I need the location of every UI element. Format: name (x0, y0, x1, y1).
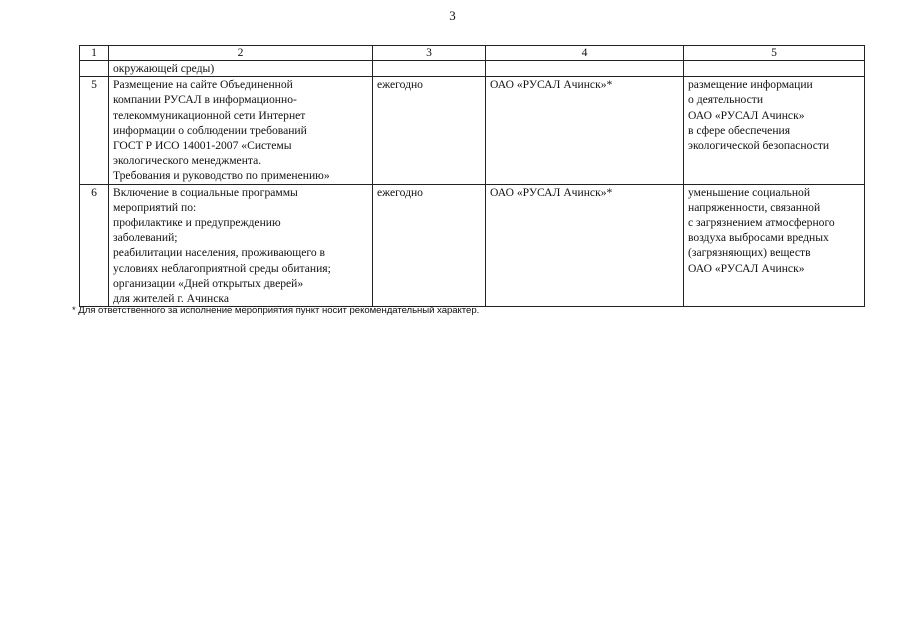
header-row (80, 46, 865, 61)
continuation-text: окружающей среды) (109, 61, 373, 77)
header-col-3: 3 (373, 46, 486, 61)
measures-table (79, 45, 865, 307)
continuation-row (80, 61, 865, 77)
row-result: размещение информации о деятельности ОАО «РУСАЛ Ачинск» в сфере обеспечения экологической безопасности (684, 77, 865, 184)
header-col-1: 1 (80, 46, 109, 61)
page-number: 3 (449, 8, 456, 23)
row-number: 5 (80, 77, 109, 184)
continuation-result-cell (684, 61, 865, 77)
row-result: уменьшение социальной напряженности, связанной с загрязнением атмосферного воздуха выбросами вредных (загрязняющих) веществ ОАО «РУСАЛ Ачинск» (684, 184, 865, 307)
row-period: ежегодно (373, 77, 486, 184)
continuation-responsible-cell (486, 61, 684, 77)
row-measure: Включение в социальные программы мероприятий по: профилактике и предупреждению заболеваний; реабилитации населения, проживающего в условиях неблагоприятной среды обитания; организации «Дней открытых дверей» для жителей г. Ачинска (109, 184, 373, 307)
header-col-2: 2 (109, 46, 373, 61)
footnote: * Для ответственного за исполнение мероприятия пункт носит рекомендательный характер. (72, 305, 480, 316)
continuation-num-cell (80, 61, 109, 77)
table-row (80, 77, 865, 184)
row-number: 6 (80, 184, 109, 307)
row-period: ежегодно (373, 184, 486, 307)
header-col-5: 5 (684, 46, 865, 61)
continuation-period-cell (373, 61, 486, 77)
row-measure: Размещение на сайте Объединенной компании РУСАЛ в информационно- телекоммуникационной сети Интернет информации о соблюдении требований ГОСТ Р ИСО 14001-2007 «Системы экологического менеджмента. Требования и руководство по применению» (109, 77, 373, 184)
header-col-4: 4 (486, 46, 684, 61)
table-row (80, 184, 865, 307)
row-responsible: ОАО «РУСАЛ Ачинск»* (486, 77, 684, 184)
row-responsible: ОАО «РУСАЛ Ачинск»* (486, 184, 684, 307)
